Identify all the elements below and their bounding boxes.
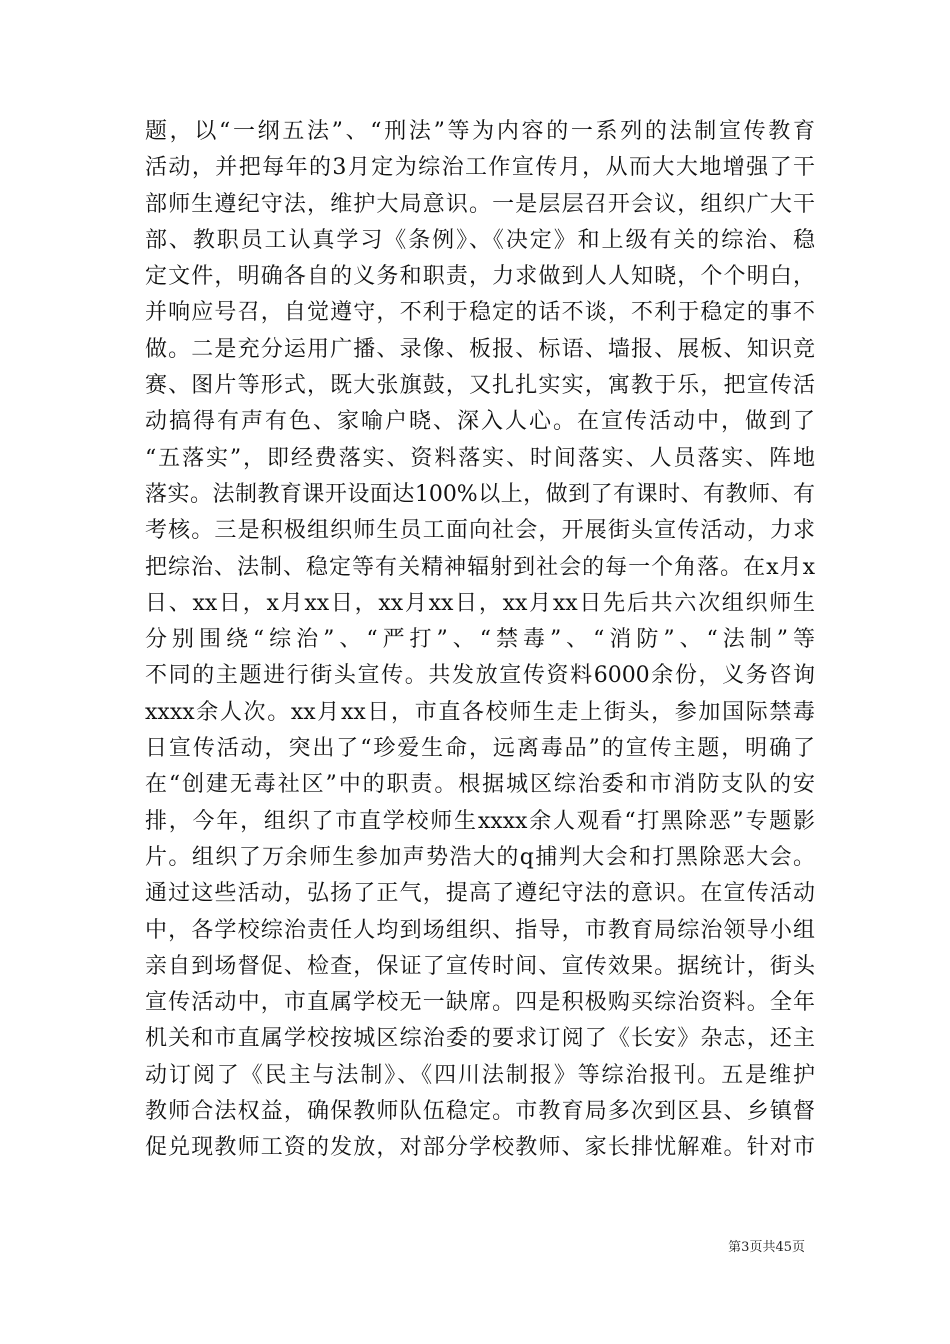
text-line: 题，以“一纲五法”、“刑法”等为内容的一系列的法制宣传教育: [145, 119, 815, 144]
text-line: 不同的主题进行街头宣传。共发放宣传资料6000余份，义务咨询: [145, 663, 815, 689]
text-line: 教师合法权益，确保教师队伍稳定。市教育局多次到区县、乡镇督: [145, 1099, 815, 1125]
text-line: 排，今年，组织了市直学校师生xxxx余人观看“打黑除恶”专题影: [145, 808, 815, 834]
text-line: 中，各学校综治责任人均到场组织、指导，市教育局综治领导小组: [145, 917, 815, 943]
text-line: 把综治、法制、稳定等有关精神辐射到社会的每一个角落。在x月x: [145, 554, 815, 580]
text-line: 并响应号召，自觉遵守，不利于稳定的话不谈，不利于稳定的事不: [145, 300, 815, 326]
text-line: 促兑现教师工资的发放，对部分学校教师、家长排忧解难。针对市: [145, 1135, 815, 1161]
text-line: 亲自到场督促、检查，保证了宣传时间、宣传效果。据统计，街头: [145, 953, 815, 979]
text-line: xxxx余人次。xx月xx日，市直各校师生走上街头，参加国际禁毒: [145, 699, 815, 725]
text-line: 机关和市直属学校按城区综治委的要求订阅了《长安》杂志，还主: [145, 1026, 815, 1052]
text-line: 日、xx日，x月xx日，xx月xx日，xx月xx日先后共六次组织师生: [145, 590, 815, 616]
text-line: 做。二是充分运用广播、录像、板报、标语、墙报、展板、知识竞: [145, 336, 815, 362]
text-line: 在“创建无毒社区”中的职责。根据城区综治委和市消防支队的安: [145, 772, 815, 798]
text-line: 动订阅了《民主与法制》、《四川法制报》等综治报刊。五是维护: [145, 1062, 815, 1088]
text-line: 分别围绕“综治”、“严打”、“禁毒”、“消防”、“法制”等: [145, 627, 815, 653]
text-line: 定文件，明确各自的义务和职责，力求做到人人知晓，个个明白，: [145, 264, 815, 290]
text-line: “五落实”，即经费落实、资料落实、时间落实、人员落实、阵地: [145, 445, 815, 471]
text-line: 宣传活动中，市直属学校无一缺席。四是积极购买综治资料。全年: [145, 990, 815, 1016]
page-number: 第3页共45页: [728, 1240, 805, 1255]
text-line: 部师生遵纪守法，维护大局意识。一是层层召开会议，组织广大干: [145, 191, 815, 217]
text-line: 动搞得有声有色、家喻户晓、深入人心。在宣传活动中，做到了: [145, 409, 815, 435]
text-line: 活动，并把每年的3月定为综治工作宣传月，从而大大地增强了干: [145, 155, 815, 181]
body-text: [145, 114, 815, 1167]
text-line: 赛、图片等形式，既大张旗鼓，又扎扎实实，寓教于乐，把宣传活: [145, 373, 815, 399]
text-line: 日宣传活动，突出了“珍爱生命，远离毒品”的宣传主题，明确了: [145, 736, 815, 762]
text-line: 部、教职员工认真学习《条例》、《决定》和上级有关的综治、稳: [145, 227, 815, 253]
text-line: 落实。法制教育课开设面达100%以上，做到了有课时、有教师、有: [145, 481, 815, 507]
text-line: 通过这些活动，弘扬了正气，提高了遵纪守法的意识。在宣传活动: [145, 881, 815, 907]
text-line: 考核。三是积极组织师生员工面向社会，开展街头宣传活动，力求: [145, 518, 815, 544]
text-line: 片。组织了万余师生参加声势浩大的q捕判大会和打黑除恶大会。: [145, 844, 815, 870]
